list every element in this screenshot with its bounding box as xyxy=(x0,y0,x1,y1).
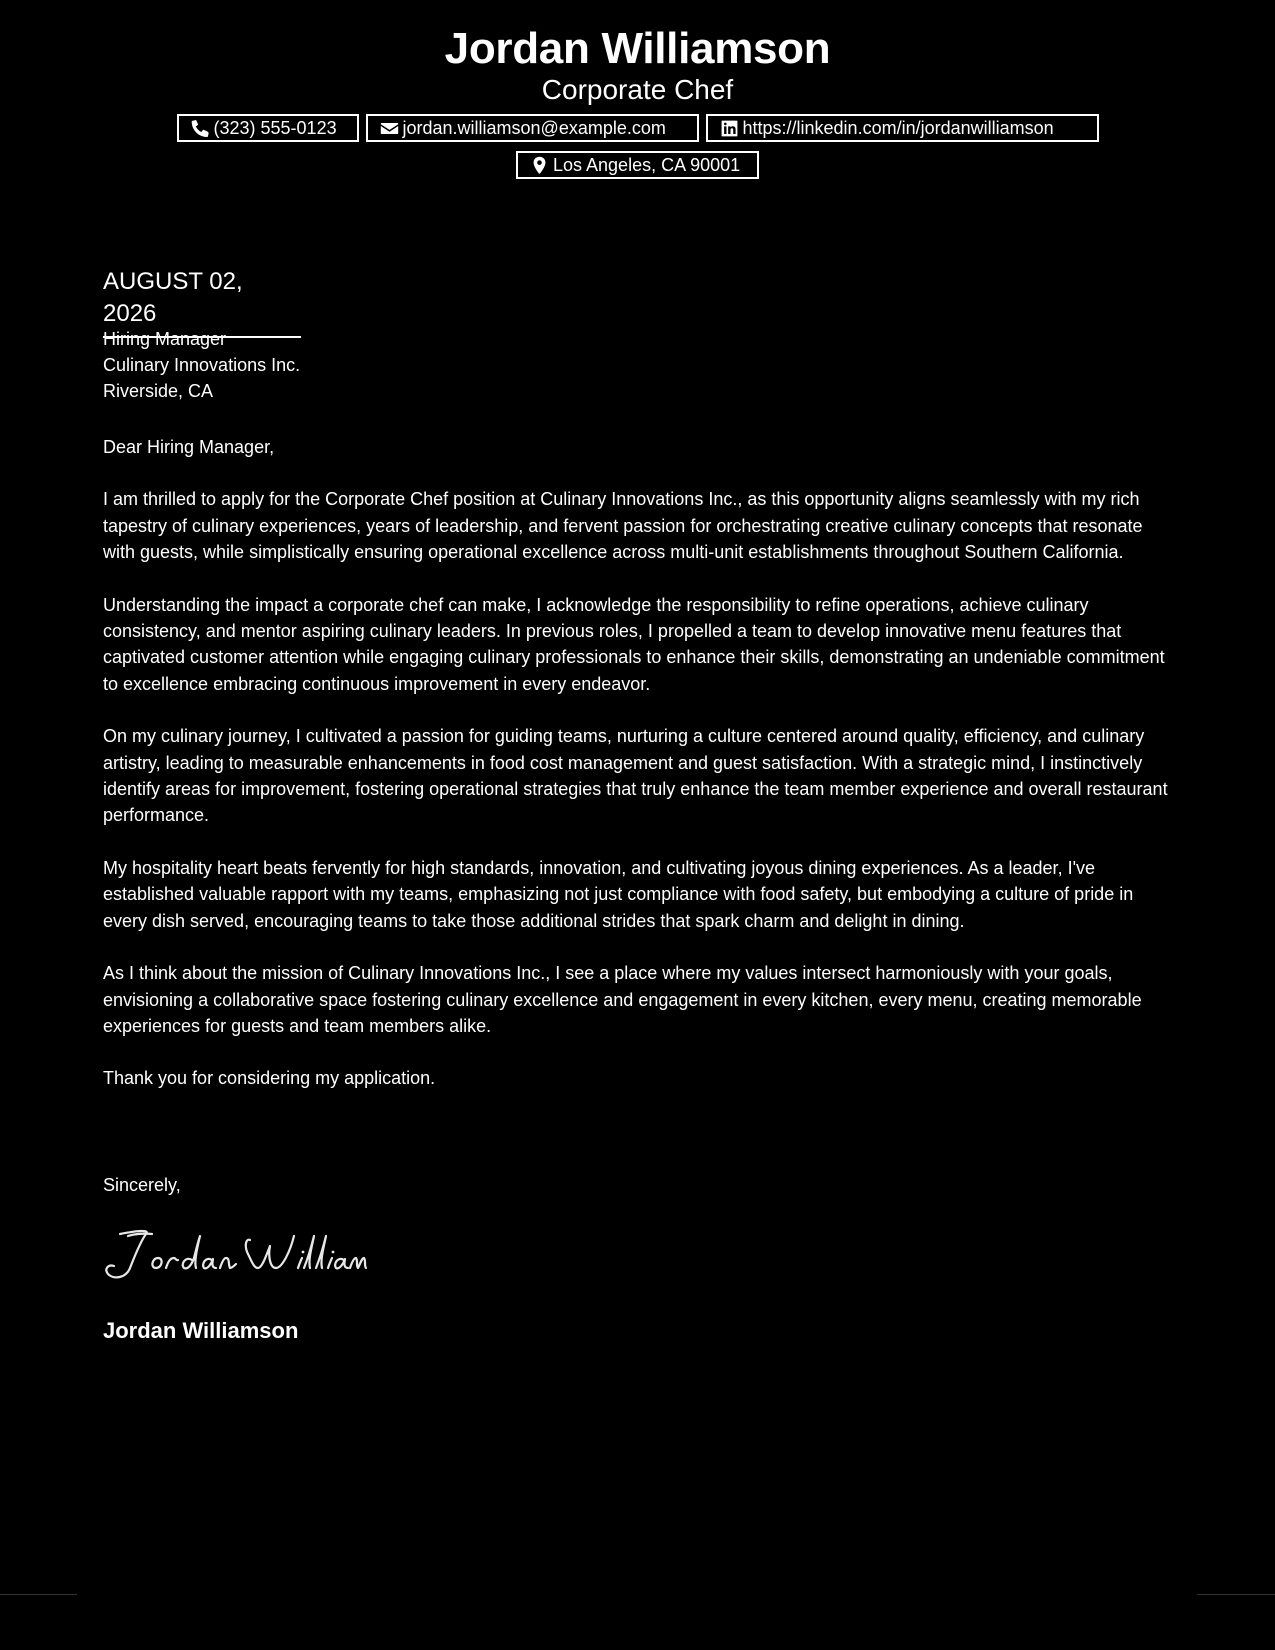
letter-body xyxy=(103,434,1178,1118)
body-paragraph: My hospitality heart beats fervently for high standards, innovation, and cultivating joyous dining experiences. As a leader, I've established valuable rapport with my teams, emphasizing not just compliance with food safety, but embodying a culture of pride in every dish served, encouraging teams to take those additional strides that spark charm and delight in dining. xyxy=(103,857,1134,931)
recipient-line: Hiring Manager xyxy=(103,329,227,349)
location-text: Los Angeles, CA 90001 xyxy=(553,155,741,175)
recipient-line: Culinary Innovations Inc. xyxy=(103,355,301,375)
recipient-block xyxy=(103,326,300,404)
body-paragraph: Understanding the impact a corporate chef can make, I acknowledge the responsibility to refine operations, achieve culinary consistency, and mentor aspiring culinary leaders. In previous roles, I propelled a team to develop innovative menu features that captivated customer attention while engaging culinary professionals to enhance their skills, demonstrating an undeniable commitment to excellence embracing continuous improvement in every endeavor. xyxy=(103,594,1165,694)
map-marker-icon xyxy=(530,156,549,175)
handwritten-signature xyxy=(100,1224,370,1284)
body-paragraph: As I think about the mission of Culinary Innovations Inc., I see a place where my values intersect harmoniously with your goals, envisioning a collaborative space fostering culinary excellence and engagement in every kitchen, every menu, creating memorable experiences for guests and team members alike. xyxy=(103,963,1142,1036)
contact-bar-location xyxy=(0,151,1275,179)
phone-icon xyxy=(191,119,210,138)
salutation: Dear Hiring Manager, xyxy=(103,437,275,457)
envelope-icon xyxy=(380,119,399,138)
letter-date: AUGUST 02, 2026 xyxy=(103,266,301,338)
phone-text: (323) 555-0123 xyxy=(213,118,337,138)
email-text: jordan.williamson@example.com xyxy=(402,118,666,138)
body-paragraph: On my culinary journey, I cultivated a passion for guiding teams, nurturing a culture centered around quality, efficiency, and culinary artistry, leading to measurable enhancements in food cost management and guest satisfaction. With a strategic mind, I instinctively identify areas for improvement, fostering operational strategies that truly enhance the team member experience and overall restaurant performance. xyxy=(103,726,1168,826)
linkedin-icon xyxy=(720,119,739,138)
phone-chip[interactable] xyxy=(177,114,359,142)
candidate-name: Jordan Williamson xyxy=(444,24,831,73)
linkedin-chip[interactable] xyxy=(706,114,1099,142)
location-chip xyxy=(516,151,759,179)
recipient-line: Riverside, CA xyxy=(103,381,214,401)
email-chip[interactable] xyxy=(366,114,699,142)
footer-rule-left xyxy=(0,1594,77,1595)
signed-name: Jordan Williamson xyxy=(103,1318,299,1343)
job-title: Corporate Chef xyxy=(541,74,734,105)
contact-bar xyxy=(0,114,1275,142)
linkedin-text: https://linkedin.com/in/jordanwilliamson xyxy=(742,118,1054,138)
footer-rule-right xyxy=(1197,1594,1275,1595)
body-paragraph: I am thrilled to apply for the Corporate Chef position at Culinary Innovations Inc., as this opportunity aligns seamlessly with my rich tapestry of culinary experiences, years of leadership, and fervent passion for orchestrating creative culinary concepts that resonate with guests, while simplistically ensuring operational excellence across multi-unit establishments throughout Southern California. xyxy=(103,489,1143,563)
closing: Sincerely, xyxy=(103,1175,181,1195)
body-paragraph: Thank you for considering my application. xyxy=(103,1068,436,1089)
